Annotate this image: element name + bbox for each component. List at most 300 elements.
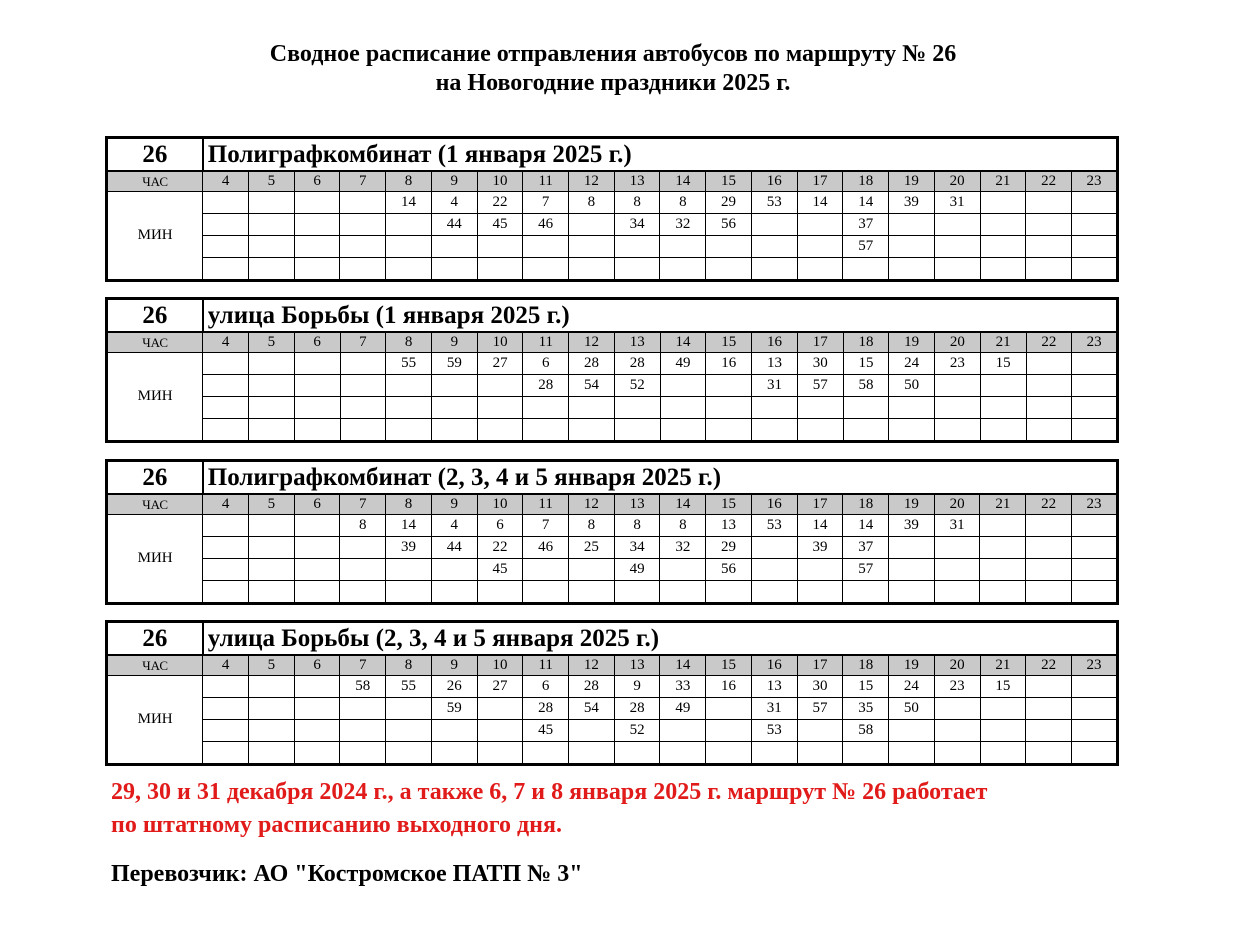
minute-cell <box>249 698 295 720</box>
minute-cell <box>203 559 249 581</box>
minute-cell: 45 <box>477 559 523 581</box>
hour-cell: 6 <box>294 171 340 192</box>
hour-cell: 7 <box>340 655 386 676</box>
minute-cell <box>249 720 295 742</box>
minute-cell <box>477 236 523 258</box>
hour-cell: 22 <box>1026 494 1072 515</box>
minute-cell: 25 <box>569 537 615 559</box>
minute-cell <box>386 581 432 604</box>
minute-cell: 28 <box>614 698 660 720</box>
minute-cell <box>386 698 432 720</box>
minute-cell <box>294 214 340 236</box>
minute-cell: 37 <box>843 537 889 559</box>
minute-cell: 31 <box>751 698 797 720</box>
minute-cell <box>340 742 386 765</box>
minute-cell: 14 <box>386 192 432 214</box>
minute-cell <box>614 258 660 281</box>
minute-cell <box>203 419 249 442</box>
minute-cell <box>751 742 797 765</box>
minute-cell <box>1026 676 1072 698</box>
hour-cell: 15 <box>706 332 752 353</box>
minute-cell <box>660 419 706 442</box>
minute-cell <box>203 698 249 720</box>
hour-cell: 23 <box>1071 494 1117 515</box>
minute-cell <box>1026 742 1072 765</box>
minute-cell: 15 <box>980 353 1026 375</box>
minute-cell <box>843 419 889 442</box>
minute-cell: 22 <box>477 537 523 559</box>
minute-cell <box>660 720 706 742</box>
minute-cell <box>294 581 340 604</box>
minute-cell <box>980 537 1026 559</box>
hour-cell: 15 <box>706 171 752 192</box>
minute-cell <box>614 236 660 258</box>
minute-cell <box>660 375 706 397</box>
minute-cell: 37 <box>843 214 889 236</box>
minute-cell <box>706 236 752 258</box>
minute-cell <box>431 375 477 397</box>
minute-cell: 57 <box>797 698 843 720</box>
minute-cell <box>386 236 432 258</box>
hour-cell: 9 <box>431 332 477 353</box>
minute-cell <box>523 397 569 419</box>
minute-cell: 55 <box>386 676 432 698</box>
minute-cell <box>1026 698 1072 720</box>
minute-cell <box>340 258 386 281</box>
minute-cell <box>1072 375 1118 397</box>
minute-cell <box>386 258 432 281</box>
minute-cell <box>248 537 294 559</box>
minute-cell <box>934 258 980 281</box>
hour-cell: 10 <box>477 171 523 192</box>
minute-cell <box>1071 559 1117 581</box>
hour-cell: 21 <box>980 332 1026 353</box>
minutes-row <box>107 515 1118 537</box>
hour-cell: 15 <box>706 494 752 515</box>
minute-cell: 28 <box>569 353 615 375</box>
schedule-table <box>105 459 1119 605</box>
minute-cell <box>523 742 569 765</box>
minute-cell <box>660 742 706 765</box>
minute-cell <box>980 581 1026 604</box>
minute-cell <box>797 236 843 258</box>
minute-cell <box>706 742 752 765</box>
minute-cell <box>1026 419 1072 442</box>
minute-cell <box>889 720 935 742</box>
minute-cell: 6 <box>523 676 569 698</box>
hour-cell: 18 <box>843 655 889 676</box>
minute-cell <box>477 698 523 720</box>
hour-cell: 16 <box>751 494 797 515</box>
hour-cell: 18 <box>843 332 889 353</box>
schedule-table <box>105 136 1119 282</box>
hour-cell: 19 <box>889 332 935 353</box>
minute-cell <box>203 236 249 258</box>
hour-cell: 16 <box>752 332 798 353</box>
minute-cell <box>569 236 615 258</box>
minute-cell <box>614 397 660 419</box>
minute-cell <box>248 581 294 604</box>
stop-name: Полиграфкомбинат (1 января 2025 г.) <box>203 138 1118 172</box>
minute-cell: 14 <box>797 192 843 214</box>
minute-cell <box>797 258 843 281</box>
minute-cell <box>431 419 477 442</box>
hour-cell: 4 <box>203 655 249 676</box>
minute-cell <box>980 515 1026 537</box>
minute-cell <box>1071 581 1117 604</box>
minute-cell <box>660 236 706 258</box>
minute-cell <box>889 236 935 258</box>
minute-label: МИН <box>107 515 203 604</box>
minute-cell: 30 <box>797 676 843 698</box>
schedule-table <box>105 620 1119 766</box>
minute-cell <box>751 258 797 281</box>
hour-cell: 11 <box>523 171 569 192</box>
minute-cell <box>980 236 1026 258</box>
minute-cell <box>934 214 980 236</box>
minute-cell <box>843 397 889 419</box>
hour-cell: 14 <box>660 171 706 192</box>
minute-cell <box>249 236 295 258</box>
minute-cell: 49 <box>614 559 660 581</box>
minute-cell: 39 <box>889 515 935 537</box>
minute-cell: 49 <box>660 698 706 720</box>
minute-cell <box>660 397 706 419</box>
minute-cell <box>1026 192 1072 214</box>
minute-cell: 24 <box>889 353 935 375</box>
hour-cell: 8 <box>386 494 432 515</box>
minute-cell <box>203 353 249 375</box>
minute-cell: 34 <box>614 537 660 559</box>
minute-cell <box>1026 397 1072 419</box>
minute-cell <box>477 258 523 281</box>
minute-cell: 35 <box>843 698 889 720</box>
minute-cell: 39 <box>797 537 843 559</box>
minute-cell: 45 <box>523 720 569 742</box>
minute-cell: 14 <box>797 515 843 537</box>
hour-cell: 7 <box>340 171 386 192</box>
minute-cell <box>706 419 752 442</box>
stop-name: улица Борьбы (1 января 2025 г.) <box>203 299 1118 333</box>
minute-cell <box>294 742 340 765</box>
minute-cell <box>386 397 432 419</box>
minute-cell <box>1071 742 1117 765</box>
hour-cell: 12 <box>569 332 615 353</box>
regular-schedule-note <box>111 776 1121 842</box>
minute-cell <box>340 353 386 375</box>
hour-cell: 11 <box>523 494 569 515</box>
note-line-1: 29, 30 и 31 декабря 2024 г., а также 6, 7 и 8 января 2025 г. маршрут № 26 работает <box>111 779 988 805</box>
hour-cell: 23 <box>1072 332 1118 353</box>
minute-cell <box>1071 515 1117 537</box>
minute-cell: 58 <box>843 375 889 397</box>
minute-cell <box>935 419 981 442</box>
minute-cell: 31 <box>934 515 980 537</box>
minute-cell: 57 <box>843 236 889 258</box>
minute-cell <box>797 581 843 604</box>
minute-cell: 8 <box>569 515 615 537</box>
minute-cell <box>386 419 432 442</box>
minute-cell: 28 <box>523 698 569 720</box>
minute-cell: 14 <box>843 192 889 214</box>
minute-cell <box>1026 214 1072 236</box>
minute-cell <box>1071 258 1117 281</box>
hour-cell: 9 <box>431 655 477 676</box>
minute-cell: 53 <box>751 720 797 742</box>
hour-cell: 4 <box>203 171 249 192</box>
minute-cell: 31 <box>934 192 980 214</box>
minute-cell <box>523 419 569 442</box>
minute-cell <box>294 353 340 375</box>
minute-cell <box>751 214 797 236</box>
minutes-row <box>107 676 1118 698</box>
minute-cell <box>752 397 798 419</box>
minute-cell <box>249 397 295 419</box>
hour-label: ЧАС <box>107 494 203 515</box>
hour-label: ЧАС <box>107 655 203 676</box>
minutes-row <box>107 720 1118 742</box>
hour-cell: 14 <box>660 655 706 676</box>
minute-cell <box>1072 397 1118 419</box>
minute-cell <box>340 537 386 559</box>
minute-cell: 13 <box>752 353 798 375</box>
minute-cell: 8 <box>614 192 660 214</box>
minute-cell <box>751 559 797 581</box>
hour-cell: 13 <box>614 655 660 676</box>
hour-cell: 5 <box>249 332 295 353</box>
minute-cell <box>889 397 935 419</box>
hour-cell: 11 <box>523 655 569 676</box>
minute-cell: 44 <box>431 537 477 559</box>
minute-cell <box>386 720 432 742</box>
hour-cell: 20 <box>934 171 980 192</box>
minute-cell <box>614 419 660 442</box>
minute-cell: 29 <box>706 192 752 214</box>
minute-cell <box>294 720 340 742</box>
hour-cell: 21 <box>980 655 1026 676</box>
hour-cell: 18 <box>843 171 889 192</box>
minute-cell: 22 <box>477 192 523 214</box>
minute-cell <box>477 581 523 604</box>
minute-cell: 7 <box>523 515 569 537</box>
minute-label: МИН <box>107 192 203 281</box>
minute-cell <box>294 559 340 581</box>
route-number: 26 <box>107 622 203 656</box>
minute-cell: 8 <box>614 515 660 537</box>
minute-cell <box>569 742 615 765</box>
minute-cell: 13 <box>706 515 752 537</box>
minute-cell <box>569 581 615 604</box>
minute-cell <box>980 720 1026 742</box>
minute-cell <box>569 397 615 419</box>
hour-cell: 13 <box>614 494 660 515</box>
minute-cell <box>660 559 706 581</box>
hour-cell: 13 <box>614 171 660 192</box>
minute-cell <box>751 537 797 559</box>
minute-cell <box>340 720 386 742</box>
minute-label: МИН <box>107 676 203 765</box>
minute-cell <box>294 397 340 419</box>
minute-cell <box>294 419 340 442</box>
minute-cell: 24 <box>889 676 935 698</box>
hour-cell: 4 <box>203 332 249 353</box>
hour-cell: 18 <box>843 494 889 515</box>
minute-cell <box>980 698 1026 720</box>
minute-cell: 55 <box>386 353 432 375</box>
minute-cell: 27 <box>477 353 523 375</box>
hour-cell: 7 <box>340 494 386 515</box>
minute-cell: 39 <box>386 537 432 559</box>
minutes-row <box>107 375 1118 397</box>
minute-cell <box>294 698 340 720</box>
minute-cell <box>797 720 843 742</box>
minute-cell: 32 <box>660 537 706 559</box>
minute-cell <box>523 581 569 604</box>
minute-cell <box>660 258 706 281</box>
minute-cell <box>1026 353 1072 375</box>
minute-cell <box>477 742 523 765</box>
minute-cell <box>1072 419 1118 442</box>
hour-cell: 8 <box>386 655 432 676</box>
minute-cell <box>386 214 432 236</box>
minute-cell <box>980 397 1026 419</box>
minutes-row <box>107 214 1118 236</box>
hour-cell: 5 <box>249 655 295 676</box>
minute-cell <box>386 742 432 765</box>
minutes-row <box>107 236 1118 258</box>
minutes-row <box>107 698 1118 720</box>
minute-cell: 54 <box>569 375 615 397</box>
minute-cell: 27 <box>477 676 523 698</box>
minute-cell <box>203 537 249 559</box>
minute-cell <box>980 742 1026 765</box>
minute-cell <box>889 581 935 604</box>
minute-cell <box>1026 515 1072 537</box>
minute-cell: 58 <box>843 720 889 742</box>
minute-cell: 31 <box>752 375 798 397</box>
schedule-table <box>105 297 1119 443</box>
minute-cell <box>431 236 477 258</box>
minute-cell <box>249 353 295 375</box>
minute-cell <box>706 720 752 742</box>
stop-name: улица Борьбы (2, 3, 4 и 5 января 2025 г.) <box>203 622 1118 656</box>
minute-cell <box>340 397 386 419</box>
minute-cell <box>431 258 477 281</box>
minute-cell <box>294 676 340 698</box>
minute-cell: 14 <box>843 515 889 537</box>
minute-cell: 44 <box>431 214 477 236</box>
hour-label: ЧАС <box>107 332 203 353</box>
minutes-row <box>107 192 1118 214</box>
hour-cell: 19 <box>889 171 935 192</box>
hour-cell: 12 <box>569 171 615 192</box>
minute-cell <box>889 742 935 765</box>
minute-cell: 13 <box>751 676 797 698</box>
minute-cell: 59 <box>431 698 477 720</box>
minute-cell <box>752 419 798 442</box>
minute-cell <box>660 581 706 604</box>
minute-cell <box>248 559 294 581</box>
minute-cell <box>706 397 752 419</box>
minute-cell <box>523 236 569 258</box>
minute-cell <box>431 581 477 604</box>
minute-cell: 30 <box>797 353 843 375</box>
minutes-row <box>107 559 1118 581</box>
minute-cell <box>340 236 386 258</box>
hour-cell: 17 <box>797 332 843 353</box>
minute-cell <box>706 581 752 604</box>
hour-cell: 19 <box>889 655 935 676</box>
minute-cell <box>751 581 797 604</box>
hour-cell: 7 <box>340 332 386 353</box>
minute-cell <box>569 419 615 442</box>
route-number: 26 <box>107 461 203 495</box>
hour-cell: 20 <box>935 332 981 353</box>
hour-label: ЧАС <box>107 171 203 192</box>
minute-cell <box>935 397 981 419</box>
minute-cell <box>1026 720 1072 742</box>
minute-cell <box>248 515 294 537</box>
hour-cell: 20 <box>934 494 980 515</box>
minute-cell: 15 <box>843 353 889 375</box>
minute-cell: 23 <box>934 676 980 698</box>
hour-cell: 22 <box>1026 171 1072 192</box>
minute-cell <box>1026 236 1072 258</box>
minute-cell <box>980 214 1026 236</box>
minute-cell <box>249 419 295 442</box>
minute-cell: 53 <box>751 515 797 537</box>
minute-cell <box>249 214 295 236</box>
hour-cell: 16 <box>751 171 797 192</box>
minutes-row <box>107 397 1118 419</box>
document-title <box>0 40 1226 98</box>
minute-cell <box>340 581 386 604</box>
minute-cell <box>1071 698 1117 720</box>
minute-cell <box>203 676 249 698</box>
minute-cell <box>889 258 935 281</box>
hour-cell: 5 <box>249 171 295 192</box>
minutes-row <box>107 353 1118 375</box>
minute-cell: 57 <box>797 375 843 397</box>
minute-cell: 23 <box>935 353 981 375</box>
minute-cell <box>889 214 935 236</box>
route-number: 26 <box>107 299 203 333</box>
minute-cell <box>294 236 340 258</box>
minute-cell: 46 <box>523 214 569 236</box>
minute-cell: 32 <box>660 214 706 236</box>
minute-cell <box>751 236 797 258</box>
minute-cell <box>294 258 340 281</box>
minute-cell <box>706 375 752 397</box>
minute-cell: 58 <box>340 676 386 698</box>
minute-cell <box>1026 375 1072 397</box>
minute-cell <box>386 375 432 397</box>
minute-cell: 57 <box>843 559 889 581</box>
minute-cell: 28 <box>614 353 660 375</box>
minute-cell: 4 <box>431 192 477 214</box>
minute-cell <box>569 258 615 281</box>
minute-cell <box>1026 581 1072 604</box>
minute-cell: 16 <box>706 353 752 375</box>
hour-cell: 8 <box>386 171 432 192</box>
hour-cell: 21 <box>980 494 1026 515</box>
hour-cell: 12 <box>569 494 615 515</box>
hour-cell: 9 <box>431 494 477 515</box>
minute-cell <box>523 559 569 581</box>
hour-cell: 19 <box>889 494 935 515</box>
minute-cell <box>523 258 569 281</box>
minute-cell: 8 <box>660 515 706 537</box>
